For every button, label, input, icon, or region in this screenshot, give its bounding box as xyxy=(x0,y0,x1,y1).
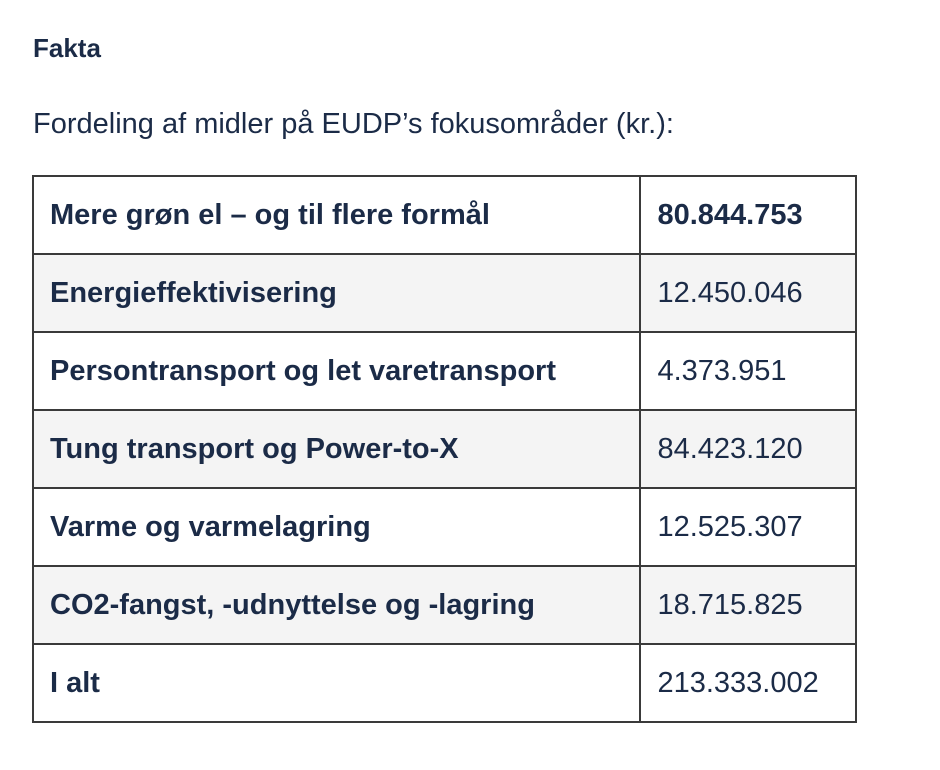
table-row xyxy=(33,410,856,488)
table-row-total xyxy=(33,644,856,722)
table-row-value: 80.844.753 xyxy=(640,176,856,254)
table-row-value: 4.373.951 xyxy=(640,332,856,410)
table-row xyxy=(33,254,856,332)
table-row-label: Persontransport og let varetransport xyxy=(33,332,640,410)
table-row-label: Varme og varmelagring xyxy=(33,488,640,566)
table-row-value: 12.525.307 xyxy=(640,488,856,566)
table-row-label: I alt xyxy=(33,644,640,722)
table-row-value: 84.423.120 xyxy=(640,410,856,488)
funding-table xyxy=(32,175,857,723)
table-row-label: Tung transport og Power-to-X xyxy=(33,410,640,488)
table-row-label: Energieffektivisering xyxy=(33,254,640,332)
fact-box-intro: Fordeling af midler på EUDP’s fokusområder (kr.): xyxy=(33,108,674,140)
table-row-value: 12.450.046 xyxy=(640,254,856,332)
table-row xyxy=(33,488,856,566)
table-row xyxy=(33,176,856,254)
table-row-label: Mere grøn el – og til flere formål xyxy=(33,176,640,254)
table-row xyxy=(33,566,856,644)
table-row-value: 18.715.825 xyxy=(640,566,856,644)
table-row-label: CO2-fangst, -udnyttelse og -lagring xyxy=(33,566,640,644)
table-row-value: 213.333.002 xyxy=(640,644,856,722)
fact-box-heading: Fakta xyxy=(33,33,101,63)
table-row xyxy=(33,332,856,410)
